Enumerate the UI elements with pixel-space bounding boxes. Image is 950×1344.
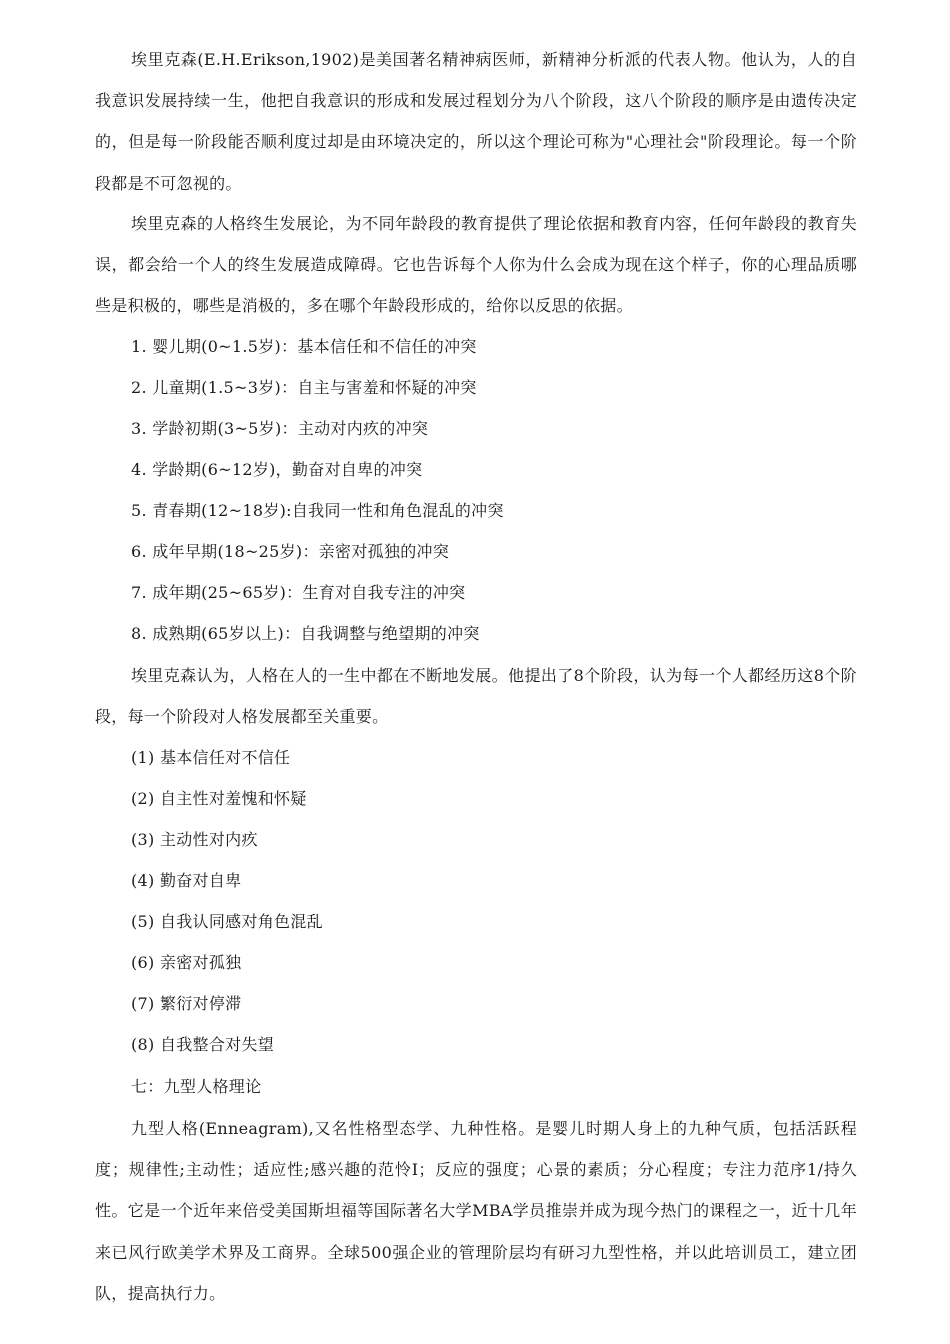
conflict-item-4: (4) 勤奋对自卑: [131, 871, 242, 890]
eight-stages-paragraph: 埃里克森认为，人格在人的一生中都在不断地发展。他提出了8个阶段，认为每一个人都经历这8个阶段，每一个阶段对人格发展都至关重要。: [95, 666, 857, 727]
intro-paragraph: 埃里克森(E.H.Erikson,1902)是美国著名精神病医师，新精神分析派的代表人物。他认为，人的自我意识发展持续一生，他把自我意识的形成和发展过程划分为八个阶段，这八个阶段的顺序是由遗传决定的，但是每一阶段能否顺利度过却是由环境决定的，所以这个理论可称为"心理社会"阶段理论。每一个阶段都是不可忽视的。: [95, 50, 857, 193]
conflict-item-3: (3) 主动性对内疚: [131, 830, 258, 849]
stage-item-6: 6. 成年早期(18~25岁)：亲密对孤独的冲突: [131, 542, 450, 561]
conflict-item-7: (7) 繁衍对停滞: [131, 994, 242, 1013]
stage-item-2: 2. 儿童期(1.5~3岁)：自主与害羞和怀疑的冲突: [131, 378, 477, 397]
conflict-item-1: (1) 基本信任对不信任: [131, 748, 291, 767]
stage-item-1: 1. 婴儿期(0~1.5岁)：基本信任和不信任的冲突: [131, 337, 477, 356]
stage-item-8: 8. 成熟期(65岁以上)：自我调整与绝望期的冲突: [131, 624, 480, 643]
stage-item-4: 4. 学龄期(6~12岁)，勤奋对自卑的冲突: [131, 460, 423, 479]
conflict-item-8: (8) 自我整合对失望: [131, 1035, 275, 1054]
stage-item-3: 3. 学龄初期(3~5岁)：主动对内疚的冲突: [131, 419, 429, 438]
development-theory-paragraph: 埃里克森的人格终生发展论，为不同年龄段的教育提供了理论依据和教育内容，任何年龄段的教育失误，都会给一个人的终生发展造成障碍。它也告诉每个人你为什么会成为现在这个样子，你的心理品质哪些是积极的，哪些是消极的，多在哪个年龄段形成的，给你以反思的依据。: [95, 214, 857, 316]
enneagram-paragraph: 九型人格(Enneagram),又名性格型态学、九种性格。是婴儿时期人身上的九种气质，包括活跃程度；规律性;主动性；适应性;感兴趣的范怜I；反应的强度；心景的素质；分心程度；专注力范序1/持久性。它是一个近年来倍受美国斯坦福等国际著名大学MBA学员推崇并成为现今热门的课程之一，近十几年来已风行欧美学术界及工商界。全球500强企业的管理阶层均有研习九型性格，并以此培训员工，建立团队，提高执行力。: [95, 1119, 857, 1303]
stage-item-7: 7. 成年期(25~65岁)：生育对自我专注的冲突: [131, 583, 466, 602]
conflict-item-2: (2) 自主性对羞愧和怀疑: [131, 789, 307, 808]
section-heading-enneagram: 七：九型人格理论: [131, 1077, 262, 1096]
stage-item-5: 5. 青春期(12~18岁):自我同一性和角色混乱的冲突: [131, 501, 504, 520]
conflict-item-6: (6) 亲密对孤独: [131, 953, 242, 972]
conflict-item-5: (5) 自我认同感对角色混乱: [131, 912, 323, 931]
